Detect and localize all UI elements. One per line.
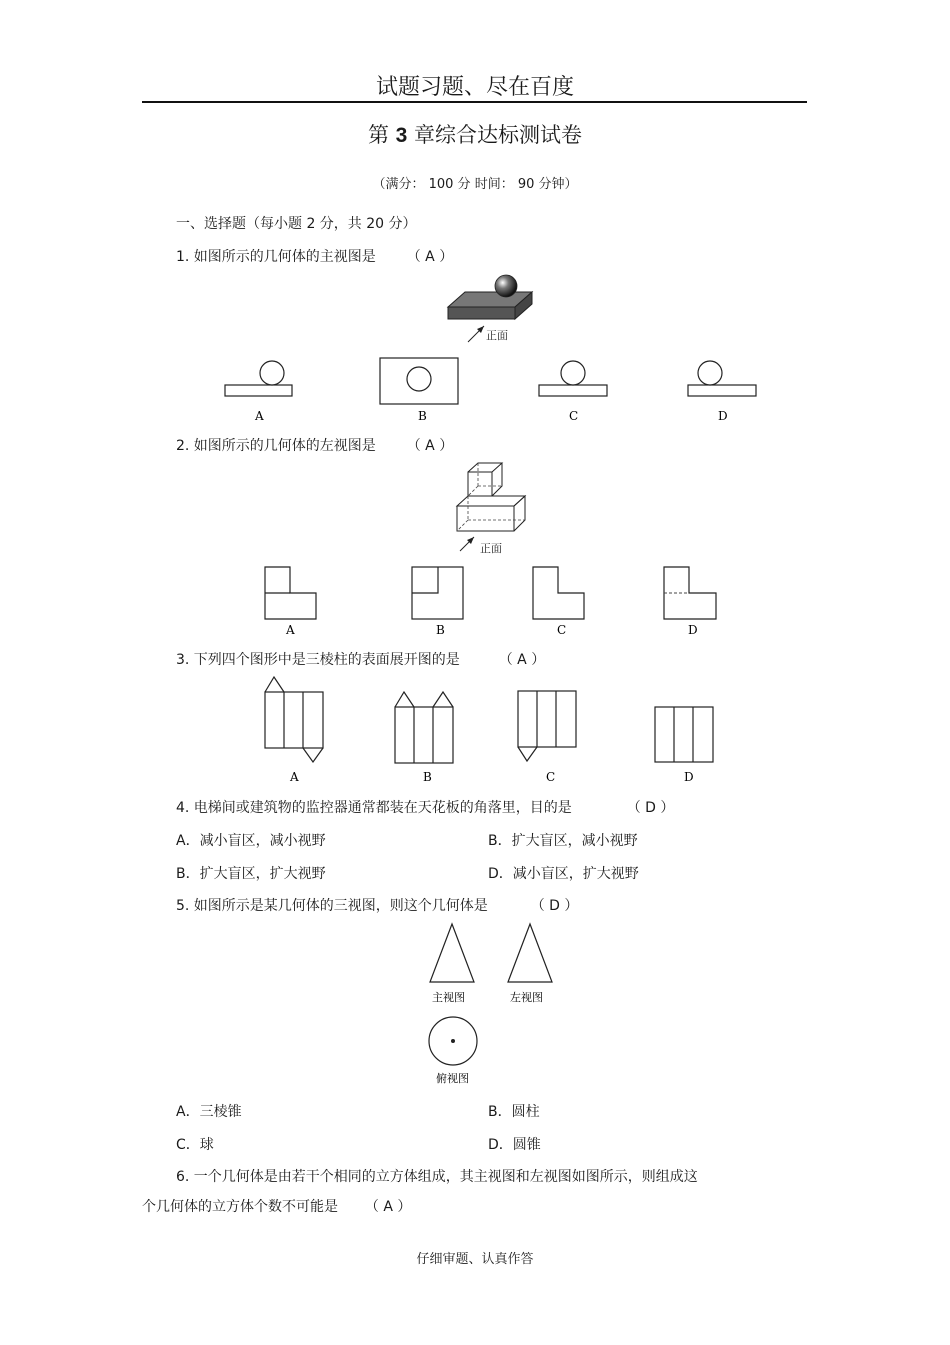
q1-solid-figure [440, 272, 540, 347]
header-divider [142, 101, 807, 103]
chapter-number: 3 [395, 124, 408, 147]
question-2 [176, 435, 453, 455]
q5-option-a: A．三棱锥 [176, 1104, 242, 1120]
question-1-text: 1. 如图所示的几何体的主视图是 [176, 249, 376, 265]
question-1 [176, 246, 453, 266]
question-4-answer: （ D ） [626, 800, 675, 816]
q4-option-b: B．扩大盲区，减小视野 [488, 833, 638, 849]
title-suffix: 章综合达标测试卷 [414, 123, 583, 147]
question-6-text: 个几何体的立方体个数不可能是 [142, 1199, 338, 1215]
question-5-answer: （ D ） [530, 898, 579, 914]
question-4 [176, 797, 674, 817]
q2-option-c-label: C [557, 623, 567, 637]
question-4-text: 4. 电梯间或建筑物的监控器通常都装在天花板的角落里，目的是 [176, 800, 572, 816]
question-3-text: 3. 下列四个图形中是三棱柱的表面展开图的是 [176, 652, 460, 668]
q5-top-view-label: 俯视图 [436, 1072, 469, 1085]
q1-front-label: 正面 [486, 329, 508, 342]
question-1-answer: （ A ） [406, 249, 454, 265]
question-2-answer: （ A ） [406, 438, 454, 454]
q2-options-figure [258, 562, 723, 640]
title-prefix: 第 [367, 123, 389, 147]
q3-option-a-label: A [290, 770, 299, 784]
q2-option-d-label: D [688, 623, 698, 637]
q1-option-d-label: D [718, 409, 728, 423]
q3-option-d-label: D [684, 770, 694, 784]
q4-option-d: D．减小盲区，扩大视野 [488, 866, 639, 882]
question-6-line2 [142, 1196, 411, 1216]
page-title [0, 119, 950, 149]
q5-option-c: C．球 [176, 1137, 214, 1153]
q2-solid-figure [450, 460, 540, 558]
page-header-title: 试题习题、尽在百度 [375, 75, 574, 100]
q1-options-figure [215, 355, 775, 425]
question-3-answer: （ A ） [498, 652, 546, 668]
section-heading: 一、选择题（每小题 2 分，共 20 分） [176, 216, 417, 232]
question-6-answer: （ A ） [364, 1199, 412, 1215]
q5-three-views-figure [420, 920, 560, 1090]
q3-option-c-label: C [546, 770, 556, 784]
q5-option-b: B．圆柱 [488, 1104, 540, 1120]
q3-option-b-label: B [423, 770, 432, 784]
question-5 [176, 895, 578, 915]
q1-option-a-label: A [255, 409, 264, 423]
q2-option-b-label: B [436, 623, 445, 637]
page-footer: 仔细审题、认真作答 [416, 1252, 534, 1267]
question-2-text: 2. 如图所示的几何体的左视图是 [176, 438, 376, 454]
q2-front-label: 正面 [480, 542, 502, 555]
q5-option-d: D．圆锥 [488, 1137, 541, 1153]
q3-options-figure [258, 674, 718, 786]
question-5-text: 5. 如图所示是某几何体的三视图，则这个几何体是 [176, 898, 488, 914]
question-3 [176, 649, 545, 669]
q2-option-a-label: A [286, 623, 295, 637]
question-6-line1: 6. 一个几何体是由若干个相同的立方体组成，其主视图和左视图如图所示，则组成这 [176, 1169, 698, 1185]
exam-info: （满分： 100 分 时间： 90 分钟） [372, 177, 578, 192]
q1-option-c-label: C [569, 409, 579, 423]
q1-option-b-label: B [418, 409, 427, 423]
q5-front-view-label: 主视图 [432, 991, 465, 1004]
q5-left-view-label: 左视图 [510, 991, 543, 1004]
q4-option-a: A．减小盲区，减小视野 [176, 833, 326, 849]
q4-option-c: B．扩大盲区，扩大视野 [176, 866, 326, 882]
